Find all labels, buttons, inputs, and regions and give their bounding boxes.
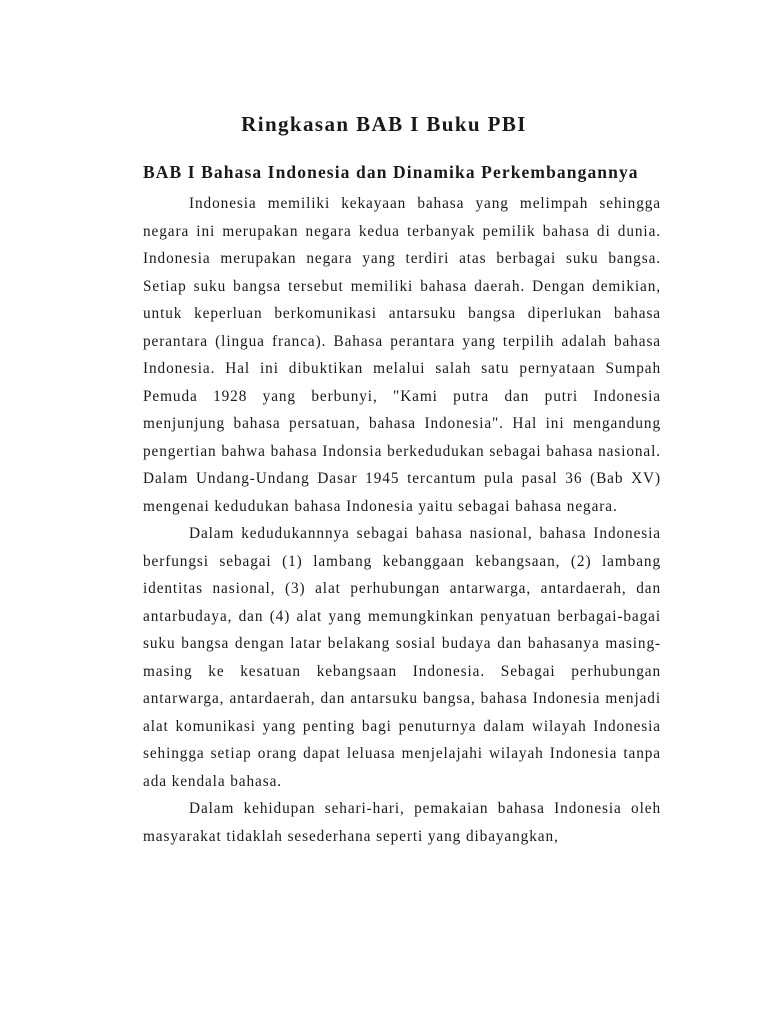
body-text [143,190,661,850]
paragraph-3: Dalam kehidupan sehari-hari, pemakaian bahasa Indonesia oleh masyarakat tidaklah sesederhana seperti yang dibayangkan, [143,800,661,845]
paragraph-1: Indonesia memiliki kekayaan bahasa yang melimpah sehingga negara ini merupakan negara kedua terbanyak pemilik bahasa di dunia. Indonesia merupakan negara yang terdiri atas berbagai suku bangsa. Setiap suku bangsa tersebut memiliki bahasa daerah. Dengan demikian, untuk keperluan berkomunikasi antarsuku bangsa diperlukan bahasa perantara (lingua franca). Bahasa perantara yang terpilih adalah bahasa Indonesia. Hal ini dibuktikan melalui salah satu pernyataan Sumpah Pemuda 1928 yang berbunyi, "Kami putra dan putri Indonesia menjunjung bahasa persatuan, bahasa Indonesia". Hal ini mengandung pengertian bahwa bahasa Indonsia berkedudukan sebagai bahasa nasional. Dalam Undang-Undang Dasar 1945 tercantum pula pasal 36 (Bab XV) mengenai kedudukan bahasa Indonesia yaitu sebagai bahasa negara. [143,195,661,515]
section-heading: BAB I Bahasa Indonesia dan Dinamika Perkembangannya [143,162,639,182]
paragraph-2: Dalam kedudukannnya sebagai bahasa nasional, bahasa Indonesia berfungsi sebagai (1) lambang kebanggaan kebangsaan, (2) lambang identitas nasional, (3) alat perhubungan antarwarga, antardaerah, dan antarbudaya, dan (4) alat yang memungkinkan penyatuan berbagai-bagai suku bangsa dengan latar belakang sosial budaya dan bahasanya masing-masing ke kesatuan kebangsaan Indonesia. Sebagai perhubungan antarwarga, antardaerah, dan antarsuku bangsa, bahasa Indonesia menjadi alat komunikasi yang penting bagi penuturnya dalam wilayah Indonesia sehingga setiap orang dapat leluasa menjelajahi wilayah Indonesia tanpa ada kendala bahasa. [143,525,661,790]
document-title: Ringkasan BAB I Buku PBI [241,112,527,136]
